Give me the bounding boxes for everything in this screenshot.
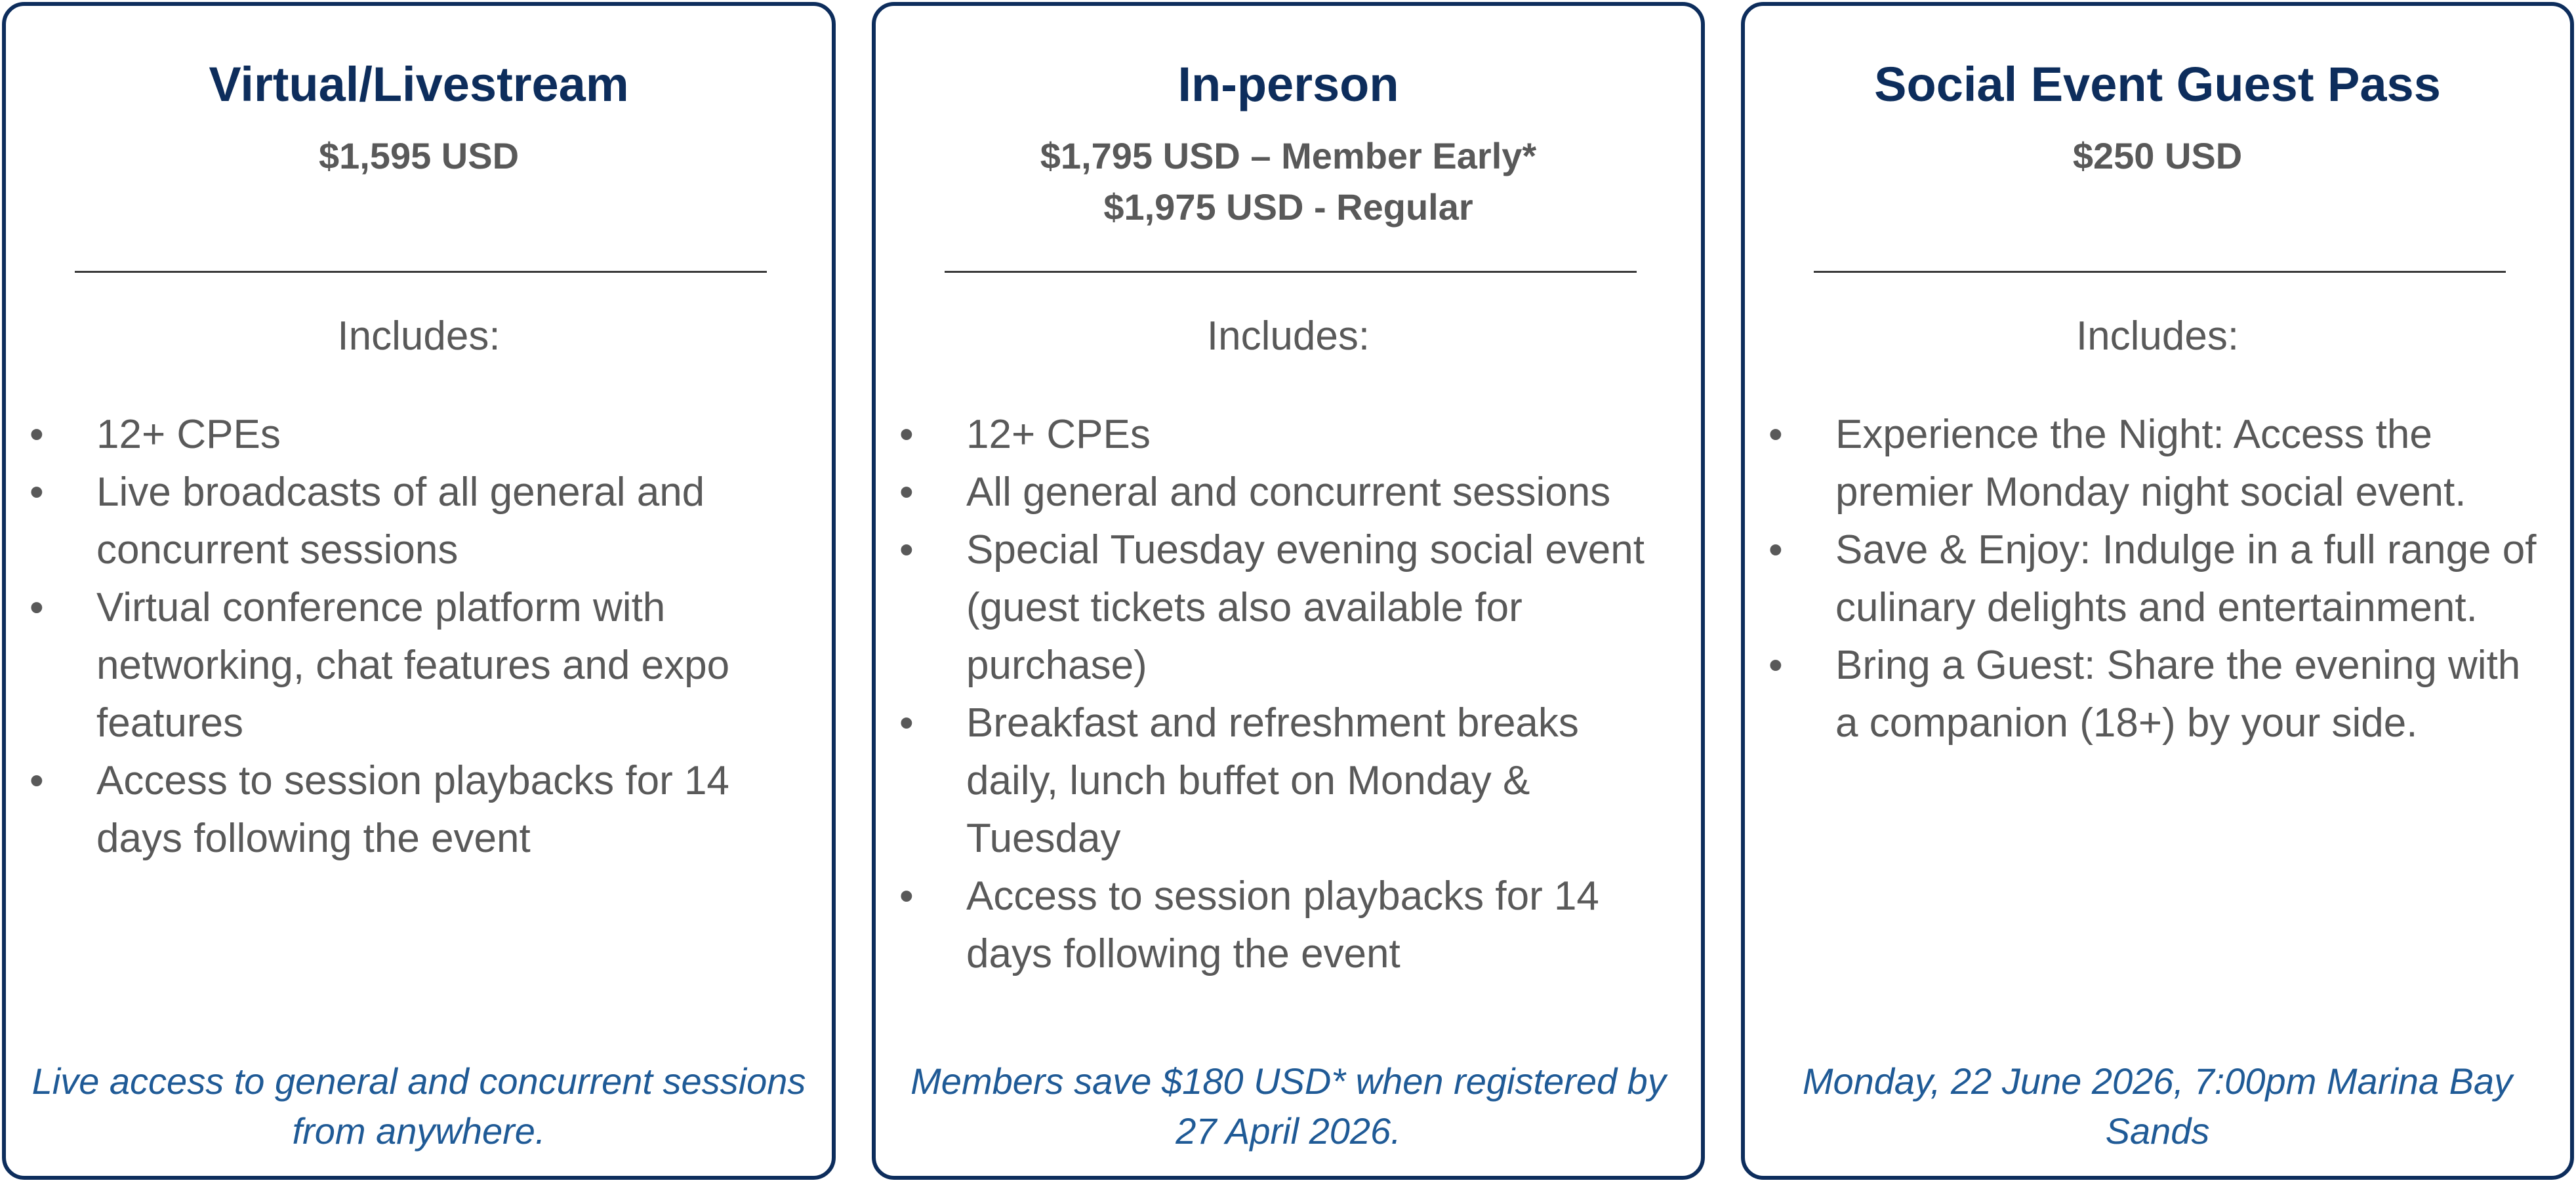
list-item: [876, 464, 1681, 521]
bullet-icon: •: [1768, 643, 1783, 688]
list-item: [6, 579, 812, 752]
feature-text: Virtual conference platform with networking, chat features and expo features: [96, 585, 730, 746]
bullet-icon: •: [899, 874, 914, 919]
bullet-icon: •: [899, 700, 914, 746]
price-line: $1,975 USD - Regular: [1103, 186, 1473, 228]
bullet-icon: •: [899, 412, 914, 457]
bullet-icon: •: [30, 470, 44, 515]
feature-text: Access to session playbacks for 14 days following the event: [966, 874, 1599, 976]
feature-text: Live broadcasts of all general and concurrent sessions: [96, 470, 705, 573]
card-footer-note: Members save $180 USD* when registered by 27 April 2026.: [910, 1060, 1666, 1152]
bullet-icon: •: [1768, 527, 1783, 573]
feature-text: 12+ CPEs: [96, 412, 281, 457]
feature-text: Experience the Night: Access the premier Monday night social event.: [1835, 412, 2466, 515]
includes-label: Includes:: [2075, 313, 2239, 359]
feature-text: Save & Enjoy: Indulge in a full range of culinary delights and entertainment.: [1835, 527, 2537, 630]
card-prices: [6, 131, 832, 182]
card-prices: [876, 131, 1701, 233]
bullet-icon: •: [30, 585, 44, 630]
card-title: Virtual/Livestream: [209, 57, 629, 111]
list-item: [876, 694, 1681, 868]
feature-list: [6, 406, 812, 868]
bullet-icon: •: [30, 412, 44, 457]
list-item: [1745, 406, 2550, 521]
divider: [75, 271, 767, 273]
list-item: [876, 406, 1681, 464]
feature-list: [876, 406, 1681, 983]
price-line: $1,795 USD – Member Early*: [1040, 135, 1537, 176]
includes-label: Includes:: [1206, 313, 1370, 359]
list-item: [1745, 637, 2550, 752]
card-prices: [1745, 131, 2570, 182]
bullet-icon: •: [899, 527, 914, 573]
divider: [945, 271, 1637, 273]
card-footer-note: Monday, 22 June 2026, 7:00pm Marina Bay Sands: [1802, 1060, 2513, 1152]
card-title: In-person: [1177, 57, 1399, 111]
bullet-icon: •: [1768, 412, 1783, 457]
divider: [1814, 271, 2506, 273]
bullet-icon: •: [30, 758, 44, 803]
includes-label: Includes:: [337, 313, 501, 359]
pricing-card-guest-pass: [1741, 2, 2574, 1180]
price-line: $1,595 USD: [318, 135, 520, 176]
list-item: [6, 752, 812, 868]
feature-text: 12+ CPEs: [966, 412, 1151, 457]
feature-text: Breakfast and refreshment breaks daily, lunch buffet on Monday & Tuesday: [966, 700, 1579, 861]
feature-text: Bring a Guest: Share the evening with a companion (18+) by your side.: [1835, 643, 2521, 746]
card-title: Social Event Guest Pass: [1874, 57, 2441, 111]
feature-text: All general and concurrent sessions: [966, 470, 1611, 515]
list-item: [6, 406, 812, 464]
feature-text: Special Tuesday evening social event (guest tickets also available for purchase): [966, 527, 1645, 688]
price-line: $250 USD: [2072, 135, 2243, 176]
list-item: [876, 521, 1681, 694]
list-item: [6, 464, 812, 579]
feature-list: [1745, 406, 2550, 752]
pricing-card-virtual: [2, 2, 836, 1180]
feature-text: Access to session playbacks for 14 days following the event: [96, 758, 729, 861]
card-footer-note: Live access to general and concurrent sessions from anywhere.: [31, 1060, 806, 1152]
list-item: [1745, 521, 2550, 637]
list-item: [876, 868, 1681, 983]
bullet-icon: •: [899, 470, 914, 515]
pricing-card-in-person: [872, 2, 1705, 1180]
